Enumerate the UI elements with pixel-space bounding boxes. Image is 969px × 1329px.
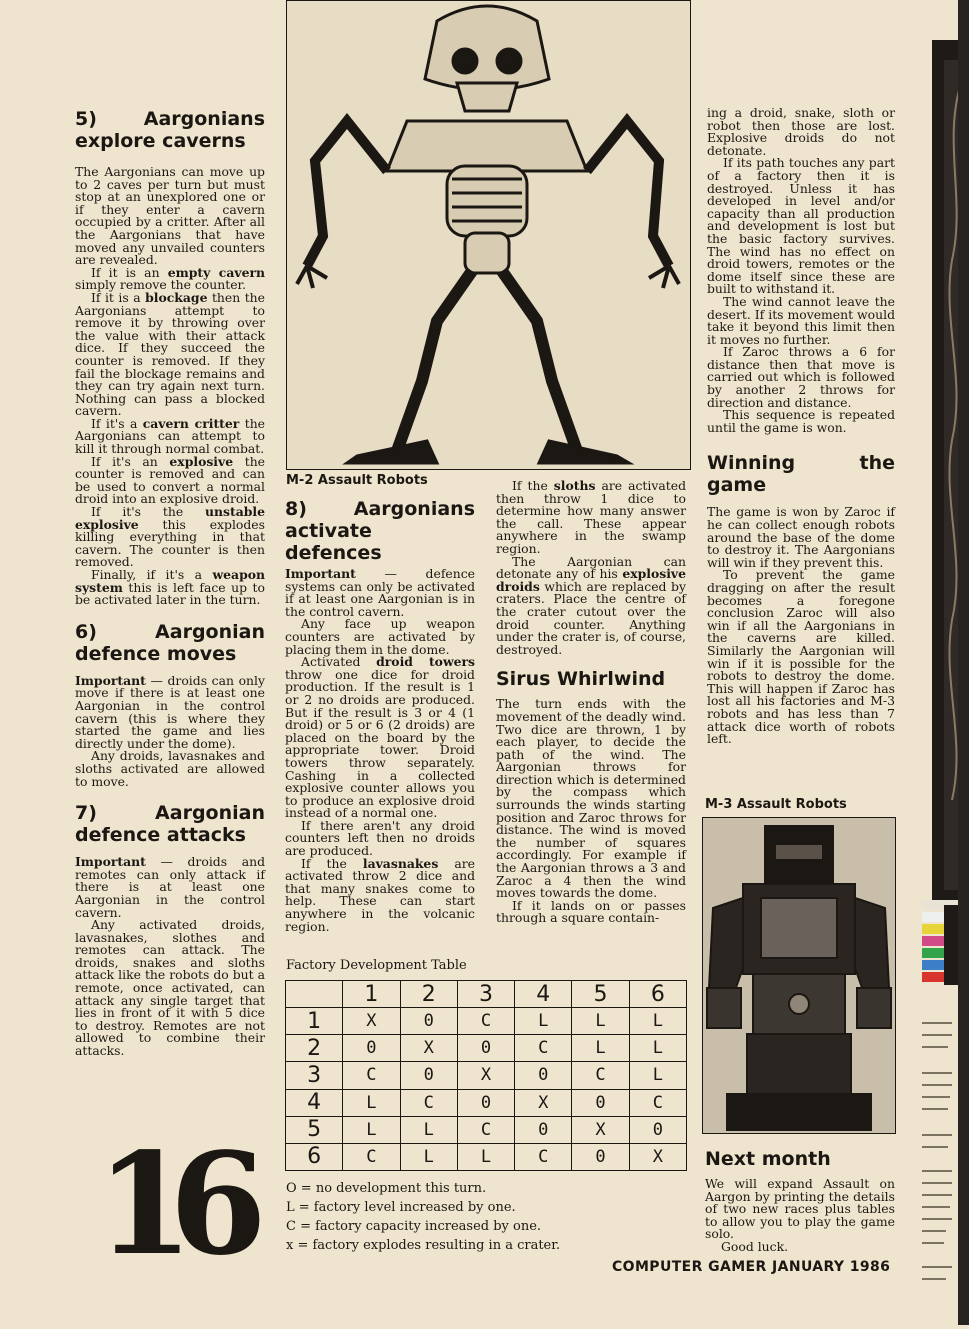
paragraph: We will expand Assault on Aargon by printing the details of two new races plus tables to allow you to play the game solo.	[705, 1176, 895, 1242]
adjacent-page-strip	[922, 0, 969, 1325]
paragraph: If the sloths are activated then throw 1 dice to determine how many answer the call. These appear anywhere in the swamp region.	[496, 478, 687, 556]
paragraph: The Aargonian can detonate any of his explosive droids which are replaced by craters. Place the centre of the crater cutout over the droid counter. Anything under the crater is, of course, destroyed.	[496, 553, 686, 657]
table-cell: C	[515, 1035, 572, 1062]
table-row	[286, 1143, 687, 1170]
row-label: 2	[286, 1035, 343, 1062]
paragraph: To prevent the game dragging on after the result becomes a foregone conclusion Zaroc will also win if all the Aargonians in the caverns are killed. Similarly the Aargonian will win if it is possible for the robots to destroy the dome. This will happen if Zaroc has lost all his factories and M-3 robots and has less than 7 attack dice worth of robots left.	[707, 567, 895, 747]
table-row	[286, 1062, 687, 1089]
row-label: 4	[286, 1089, 343, 1116]
heading-section-5: 5) Aargonians explore caverns	[75, 108, 265, 152]
robot-drawing	[703, 818, 895, 1133]
paragraph: Important — droids can only move if there is at least one Aargonian in the control cavern (this is where they started the game and lies directly under the dome).	[75, 672, 265, 751]
table-cell: X	[457, 1062, 514, 1089]
paragraph: Important — droids and remotes can only attack if there is at least one Aargonian in the control cavern.	[75, 854, 265, 920]
header-cell: 1	[343, 981, 400, 1008]
row-label: 6	[286, 1143, 343, 1170]
table-cell: C	[343, 1062, 400, 1089]
paragraph: The wind cannot leave the desert. If its movement would take it beyond this limit then it moves no further.	[707, 293, 895, 347]
robot-drawing	[287, 1, 690, 469]
table-cell: C	[629, 1089, 686, 1116]
table-cell: X	[572, 1116, 629, 1143]
paragraph: If it's the unstable explosive this explodes killing everything in that cavern. The counter is then removed.	[75, 504, 265, 570]
row-label: 5	[286, 1116, 343, 1143]
table-cell: L	[400, 1116, 457, 1143]
table-cell: C	[400, 1089, 457, 1116]
paragraph: If it is an empty cavern simply remove the counter.	[75, 264, 265, 293]
heading-section-6: 6) Aargonian defence moves	[75, 620, 265, 665]
paragraph: This sequence is repeated until the game is won.	[707, 407, 895, 435]
table-header-row	[286, 981, 687, 1008]
table-cell: L	[572, 1035, 629, 1062]
factory-development-table	[285, 980, 687, 1171]
page-number: 16	[96, 1123, 243, 1287]
table-cell: L	[343, 1089, 400, 1116]
table-cell: C	[457, 1116, 514, 1143]
paragraph: Good luck.	[721, 1238, 789, 1254]
paragraph: ing a droid, snake, sloth or robot then those are lost. Explosive droids do not detonate.	[707, 105, 895, 158]
header-cell: 3	[457, 981, 514, 1008]
table-cell: C	[572, 1062, 629, 1089]
m2-robot-illustration	[286, 0, 691, 470]
table-cell: 0	[457, 1035, 514, 1062]
paragraph: Activated droid towers throw one dice for droid production. If the result is 1 or 2 no droids are produced. But if the result is 3 or 4 (1 droid) or 5 or 6 (2 droids) are placed on the board by the appropriate tower. Droid towers throw separately. Cashing in a collected explosive counter allows you to produce an explosive droid instead of a normal one.	[285, 654, 475, 821]
m3-robot-illustration	[702, 817, 896, 1134]
table-cell: X	[515, 1089, 572, 1116]
paragraph: If the lavasnakes are activated throw 2 dice and that many snakes come to help. These can start anywhere in the volcanic region.	[285, 855, 475, 934]
heading-section-8: 8) Aargonians activate defences	[285, 498, 475, 564]
page-footer: COMPUTER GAMER JANUARY 1986	[612, 1259, 891, 1275]
table-cell: C	[457, 1008, 514, 1035]
table-cell: 0	[515, 1062, 572, 1089]
paragraph: Finally, if it's a weapon system this is left face up to be activated later in the turn.	[75, 567, 265, 608]
table-legend-item: L = factory level increased by one.	[286, 1200, 516, 1215]
heading-section-7: 7) Aargonian defence attacks	[75, 802, 265, 847]
table-row	[286, 1035, 687, 1062]
paragraph: If it lands on or passes through a square contain-	[496, 897, 686, 926]
paragraph: If its path touches any part of a factory then it is destroyed. Unless it has developed in level and/or capacity than all production and development is lost but the basic factory survives. The wind has no effect on droid towers, remotes or the dome itself since these are built to withstand it.	[707, 155, 895, 297]
table-cell: 0	[572, 1089, 629, 1116]
column-4	[707, 107, 895, 746]
table-legend-item: O = no development this turn.	[286, 1181, 487, 1196]
header-cell: 6	[629, 981, 686, 1008]
header-cell	[286, 981, 343, 1008]
table-cell: 0	[457, 1089, 514, 1116]
table-title: Factory Development Table	[286, 958, 467, 973]
adjacent-page-art	[922, 0, 969, 1325]
column-2	[285, 498, 475, 933]
table-cell: 0	[400, 1062, 457, 1089]
header-cell: 5	[572, 981, 629, 1008]
table-legend-item: C = factory capacity increased by one.	[286, 1219, 542, 1234]
heading-sirus-whirlwind: Sirus Whirlwind	[496, 668, 666, 691]
table-cell: L	[343, 1116, 400, 1143]
table-cell: C	[343, 1143, 400, 1170]
table-cell: 0	[400, 1008, 457, 1035]
paragraph: If Zaroc throws a 6 for distance then that move is carried out which is followed by another 2 throws for direction and distance.	[707, 344, 895, 410]
paragraph: Any activated droids, lavasnakes, slothes and remotes can attack. The droids, snakes and sloths attack like the robots do but a remote, once activated, can attack any single target that lies in front of it with 5 dice to destroy. Remotes are not allowed to combine their attacks.	[75, 917, 265, 1059]
paragraph: If there aren't any droid counters left then no droids are produced.	[285, 817, 475, 859]
table-cell: L	[629, 1008, 686, 1035]
next-month-section	[705, 1148, 895, 1254]
paragraph: The game is won by Zaroc if he can collect enough robots around the base of the dome to destroy it. The Aargonians will win if they prevent this.	[707, 504, 895, 570]
header-cell: 2	[400, 981, 457, 1008]
paragraph: Any droids, lavasnakes and sloths activated are allowed to move.	[75, 748, 265, 789]
caption-m3: M-3 Assault Robots	[705, 797, 847, 812]
table-cell: L	[457, 1143, 514, 1170]
heading-next-month: Next month	[705, 1148, 831, 1170]
paragraph: Any face up weapon counters are activated by placing them in the dome.	[285, 616, 475, 657]
table-cell: L	[515, 1008, 572, 1035]
table-row	[286, 1089, 687, 1116]
table-legend-item: x = factory explodes resulting in a crater.	[286, 1238, 561, 1253]
table-cell: L	[629, 1035, 686, 1062]
table-cell: X	[400, 1035, 457, 1062]
table-cell: 0	[343, 1035, 400, 1062]
row-label: 3	[286, 1062, 343, 1089]
row-label: 1	[286, 1008, 343, 1035]
paragraph: If it is a blockage then the Aargonians attempt to remove it by throwing over the value with their attack dice. If they succeed the counter is removed. If they fail the blockage remains and they can try again next turn. Nothing can pass a blocked cavern.	[75, 289, 265, 419]
table-cell: X	[343, 1008, 400, 1035]
table-row	[286, 1008, 687, 1035]
table-cell: C	[515, 1143, 572, 1170]
table-cell: L	[572, 1008, 629, 1035]
paragraph: Important — defence systems can only be activated if at least one Aargonian is in the control cavern.	[285, 566, 475, 619]
column-1	[75, 108, 265, 1058]
table-cell: L	[629, 1062, 686, 1089]
paragraph: If it's an explosive the counter is removed and can be used to convert a normal droid into an explosive droid.	[75, 453, 266, 507]
caption-m2: M-2 Assault Robots	[286, 473, 428, 488]
table-cell: L	[400, 1143, 457, 1170]
header-cell: 4	[515, 981, 572, 1008]
table-row	[286, 1116, 687, 1143]
table-cell: 0	[629, 1116, 686, 1143]
column-3	[496, 480, 686, 925]
table-cell: 0	[515, 1116, 572, 1143]
paragraph: The Aargonians can move up to 2 caves per turn but must stop at an unexplored one or if they enter a cavern occupied by a critter. After all the Aargonians that have moved any unvailed counters are revealed.	[75, 164, 265, 268]
table-cell: 0	[572, 1143, 629, 1170]
heading-winning-the-game: Winning the game	[707, 452, 895, 497]
paragraph: The turn ends with the movement of the deadly wind. Two dice are thrown, 1 by each player, to decide the path of the wind. The Aargonian throws for direction which is determined by the compass which surrounds the winds starting position and Zaroc throws for distance. The wind is moved the number of squares accordingly. For example if the Aargonian throws a 3 and Zaroc a 4 then the wind moves towards the dome.	[496, 696, 686, 901]
table-cell: X	[629, 1143, 686, 1170]
paragraph: If it's a cavern critter the Aargonians can attempt to kill it through normal combat.	[75, 415, 266, 457]
